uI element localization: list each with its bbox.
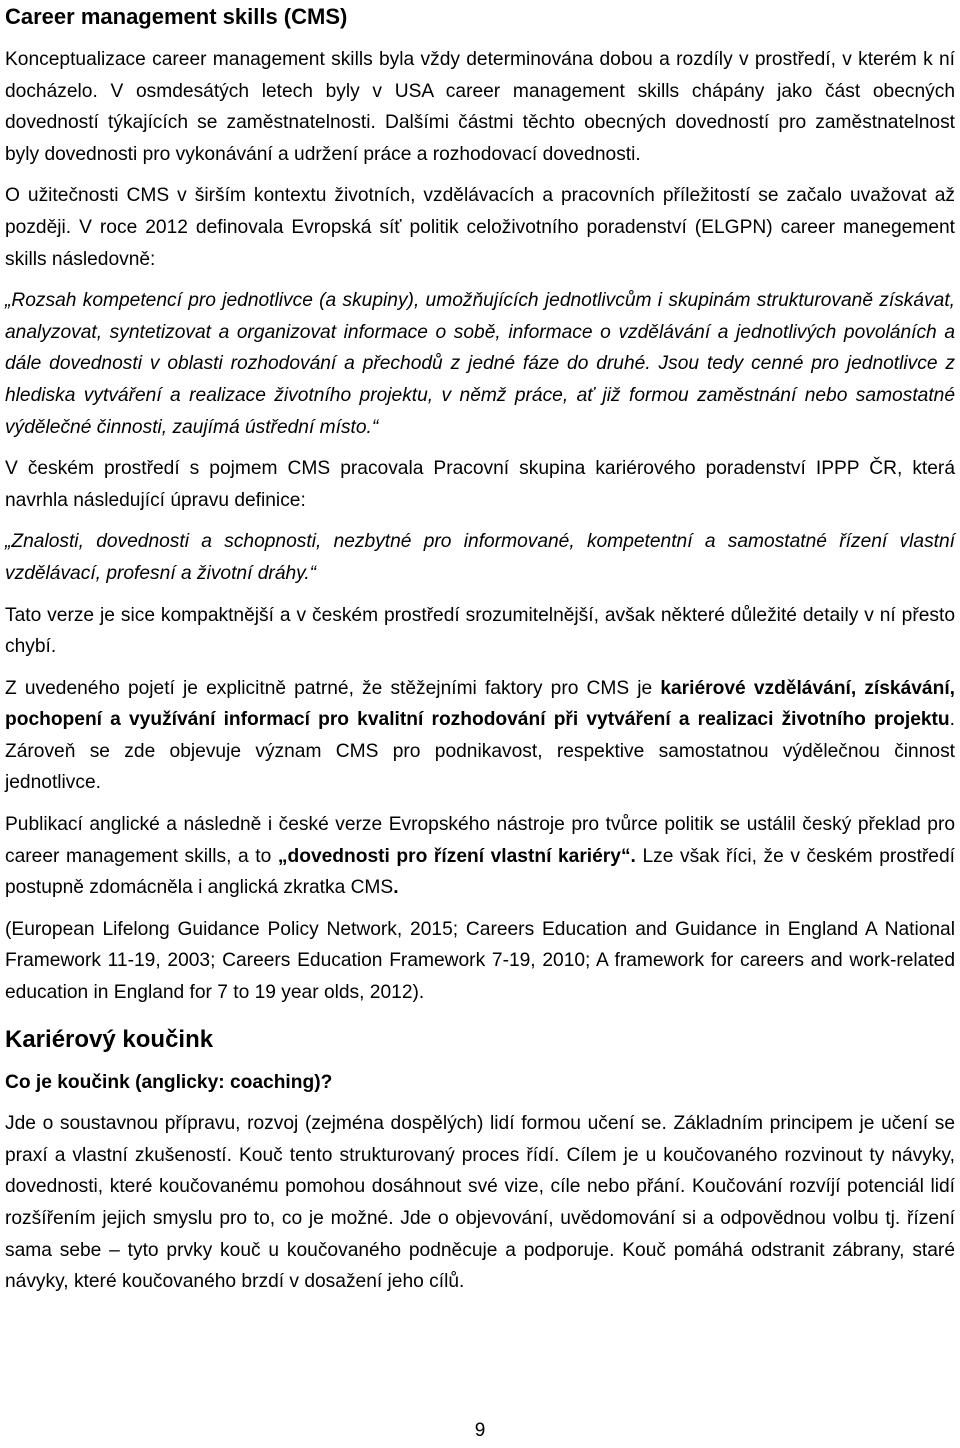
paragraph-version-note: Tato verze je sice kompaktnější a v českém prostředí srozumitelnější, avšak některé důležité detaily v ní přesto chybí. — [5, 604, 955, 658]
translation-tail: Lze však říci, že v českém prostředí postupně zdomácněla i anglická zkratka CMS — [5, 845, 955, 899]
key-factors-lead: Z uvedeného pojetí je explicitně patrné, že stěžejními faktory pro CMS je — [5, 677, 661, 699]
key-factors-emphasis: kariérové vzdělávání, získávání, pochopení a využívání informací pro kvalitní rozhodování při vytváření a realizaci životního projektu — [5, 677, 955, 731]
translation-period: . — [393, 877, 399, 899]
paragraph-references: (European Lifelong Guidance Policy Network, 2015; Careers Education and Guidance in England A National Framework 11-19, 2003; Careers Education Framework 7-19, 2010; A framework for careers and work-related education in England for 7 to 19 year olds, 2012). — [5, 918, 955, 1004]
paragraph-translation — [5, 809, 955, 904]
quote-czech-definition: „Znalosti, dovednosti a schopnosti, nezbytné pro informované, kompetentní a samostatné řízení vlastní vzdělávací, profesní a životní dráhy.“ — [5, 531, 955, 584]
translation-lead: Publikací anglické a následně i české verze Evropského nástroje pro tvůrce politik se ustálil český překlad pro career management skills, a to — [5, 814, 955, 867]
paragraph-cms-context: O užitečnosti CMS v širším kontextu životních, vzdělávacích a pracovních příležitostí se začalo uvažovat až později. V roce 2012 definovala Evropská síť politik celoživotního poradenství (ELGPN) career manegement skills následovně: — [5, 185, 955, 270]
document-page — [5, 0, 955, 1298]
quote-elgpn-definition: „Rozsah kompetencí pro jednotlivce (a skupiny), umožňujících jednotlivcům i skupinám strukturovaně získávat, analyzovat, syntetizovat a organizovat informace o sobě, informace o vzdělávání a jednotlivých povoláních a dále dovednosti v oblasti rozhodování a přechodů z jedné fáze do druhé. Jsou tedy cenné pro jednotlivce z hlediska vytváření a realizace životního projektu, v němž práce, ať již formou zaměstnání nebo samostatné výdělečné činnosti, zaujímá ústřední místo.“ — [5, 290, 955, 438]
paragraph-coaching-definition: Jde o soustavnou přípravu, rozvoj (zejména dospělých) lidí formou učení se. Základním principem je učení se praxí a vlastní zkušeností. Kouč tento strukturovaný proces řídí. Cílem je u koučovaného rozvinout ty návyky, dovednosti, které koučovanému pomohou dosáhnout své vize, cíle nebo přání. Koučování rozvíjí potenciál lidí rozšířením jejich smyslu pro to, co je možné. Jde o objevování, uvědomování si a odpovědnou volbu tj. řízení sama sebe – tyto prvky kouč u koučovaného podněcuje a podporuje. Kouč pomáhá odstranit zábrany, staré návyky, které koučovaného brzdí v dosažení jeho cílů. — [5, 1113, 955, 1293]
paragraph-cms-intro: Konceptualizace career management skills byla vždy determinována dobou a rozdíly v prostředí, v kterém k ní docházelo. V osmdesátých letech byly v USA career management skills chápány jako část obecných dovedností týkajících se zaměstnatelnosti. Dalšími částmi těchto obecných dovedností pro zaměstnatelnost byly dovednosti pro vykonávání a udržení práce a rozhodovací dovednosti. — [5, 49, 955, 165]
paragraph-key-factors — [5, 673, 955, 799]
paragraph-czech-definition-intro: V českém prostředí s pojmem CMS pracovala Pracovní skupina kariérového poradenství IPPP ČR, která navrhla následující úpravu definice: — [5, 458, 955, 511]
key-factors-tail: . Zároveň se zde objevuje význam CMS pro podnikavost, respektive samostatnou výdělečnou činnost jednotlivce. — [5, 709, 955, 794]
page-number: 9 — [474, 1420, 486, 1441]
coaching-heading: Kariérový koučink — [5, 1025, 214, 1053]
coaching-subheading: Co je koučink (anglicky: coaching)? — [5, 1071, 333, 1093]
translation-emphasis: „dovednosti pro řízení vlastní kariéry“. — [277, 845, 636, 867]
cms-heading: Career management skills (CMS) — [5, 4, 348, 29]
